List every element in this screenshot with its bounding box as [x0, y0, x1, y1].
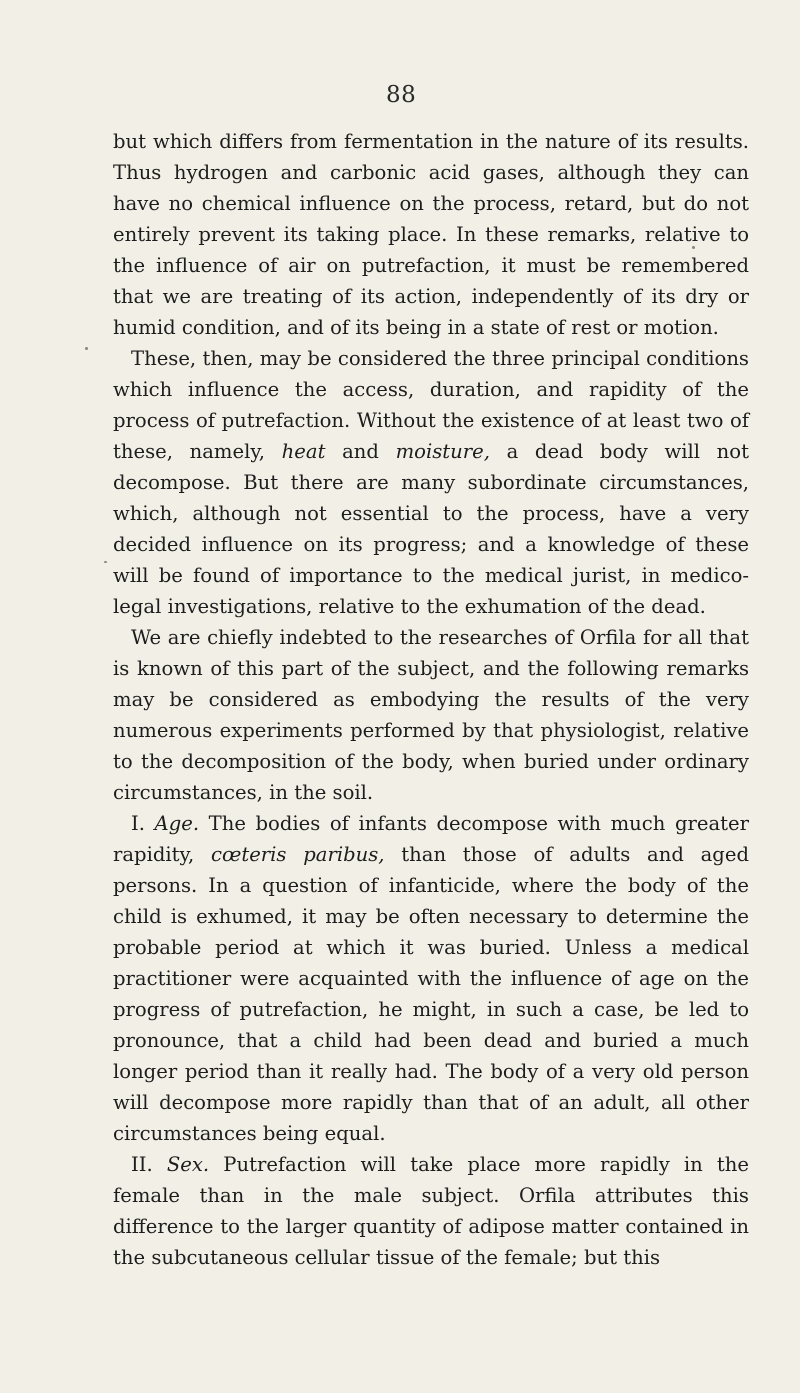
text-run: II. [131, 1153, 167, 1176]
text-run: We are chiefly indebted to the researches of Orfila for all that is known of this part of the subject, and the following remarks may be considered as embodying the results of the very numerous experiments performed by that physiologist, relative to the decomposition of the body, when buried under ordinary circumstances, in the soil. [113, 626, 749, 804]
text-run: a dead body will not decompose. But there are many subordinate circumstances, which, although not essential to the process, have a very decided influence on its progress; and a knowledge of these will be found of importance to the medical jurist, in medico-legal investigations, relative to the exhumation of the dead. [113, 440, 749, 618]
paragraph-continuation [113, 126, 749, 343]
text-run: than those of adults and aged persons. In a question of infanticide, where the body of the child is exhumed, it may be often necessary to determine the probable period at which it was buried. Unless a medical practitioner were acquainted with the influence of age on the progress of putrefaction, he might, in such a case, be led to pronounce, that a child had been dead and buried a much longer period than it really had. The body of a very old person will decompose more rapidly than that of an adult, all other circumstances being equal. [113, 843, 749, 1145]
italic-text-run: moisture, [395, 440, 490, 463]
italic-text-run: cœteris paribus, [210, 843, 385, 866]
paragraph-three-conditions [113, 343, 749, 622]
body-text [113, 126, 749, 1273]
text-run: The bodies of infants decompose with much greater rapidity, [113, 812, 749, 866]
text-run: Putrefaction will take place more rapidly in the female than in the male subject. Orfila attributes this difference to the larger quantity of adipose matter contained in the subcutaneous cellular tissue of the female; but this [113, 1153, 749, 1269]
paragraph-age [113, 808, 749, 1149]
ink-speck [692, 246, 695, 249]
ink-speck [104, 561, 107, 563]
ink-speck [85, 347, 88, 350]
text-run: These, then, may be considered the three principal conditions which influence the access, duration, and rapidity of the process of putrefaction. Without the existence of at least two of these, namely, [113, 347, 749, 463]
italic-text-run: heat [281, 440, 326, 463]
italic-text-run: Sex. [166, 1153, 210, 1176]
page-number: 88 [386, 82, 417, 108]
text-run: and [325, 440, 396, 463]
text-run: I. [131, 812, 155, 835]
text-run: but which differs from fermentation in the nature of its results. Thus hydrogen and carbonic acid gases, although they can have no chemical influence on the process, retard, but do not entirely prevent its taking place. In these remarks, relative to the influence of air on putrefaction, it must be remembered that we are treating of its action, independently of its dry or humid condition, and of its being in a state of rest or motion. [113, 130, 749, 339]
paragraph-orfila [113, 622, 749, 808]
italic-text-run: Age. [154, 812, 200, 835]
paragraph-sex [113, 1149, 749, 1273]
